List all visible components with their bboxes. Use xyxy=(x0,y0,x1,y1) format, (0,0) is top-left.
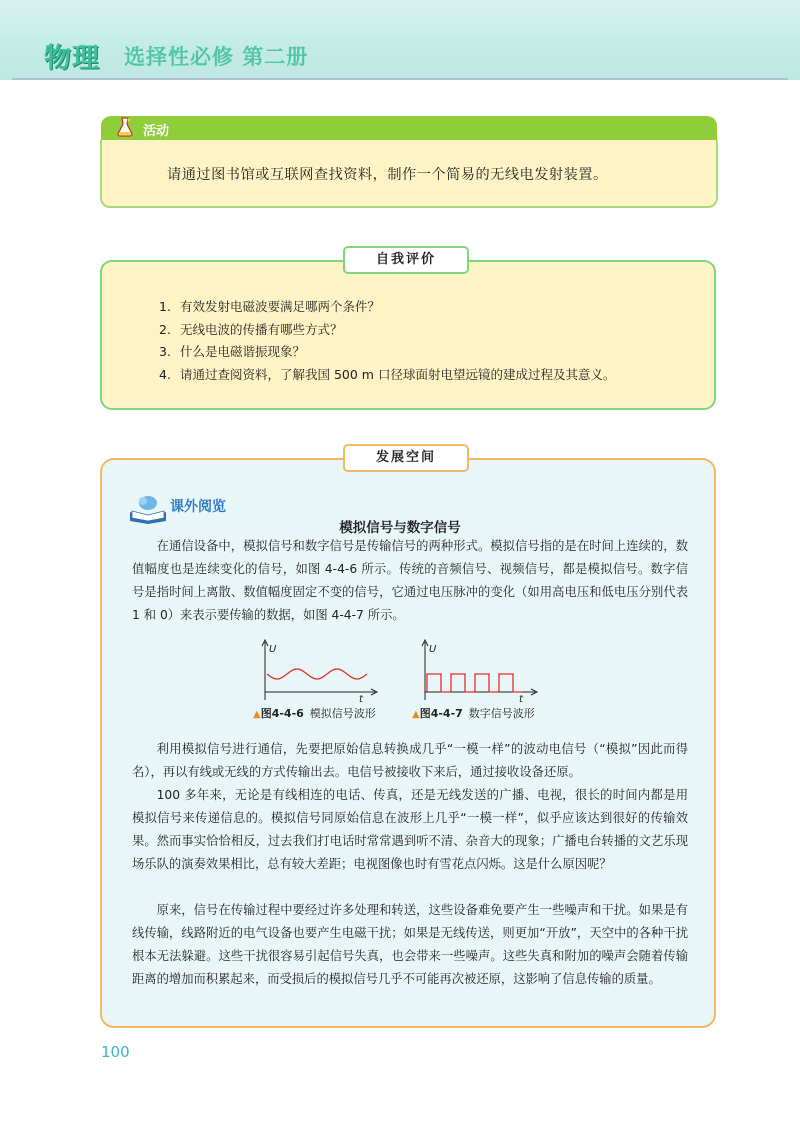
paragraph: 原来，信号在传输过程中要经过许多处理和转送，这些设备难免要产生一些噪声和干扰。如果是有线传输，线路附近的电气设备也要产生电磁干扰；如果是无线传送，则更加“开放”，天空中的各种干扰根本无法躲避。这些干扰很容易引起信号失真，也会带来一些噪声。这些失真和附加的噪声会随着传输距离的增加而积累起来，而受损后的模拟信号几乎不可能再次被还原，这影响了信息传输的质量。 xyxy=(132,903,688,986)
page-header xyxy=(0,0,800,80)
paragraph: 利用模拟信号进行通信，先要把原始信息转换成几乎“一模一样”的波动电信号（“模拟”因此而得名），再以有线或无线的方式传输出去。电信号被接收下来后，通过接收设备还原。 xyxy=(132,742,688,779)
question-item: 2. 无线电波的传播有哪些方式？ xyxy=(159,321,343,337)
activity-header-bar xyxy=(101,116,717,140)
activity-text: 请通过图书馆或互联网查找资料，制作一个简易的无线电发射装置。 xyxy=(167,167,608,183)
reading-label: 课外阅览 xyxy=(170,499,226,515)
figure-caption: ▲图4-4-6 模拟信号波形 xyxy=(253,707,376,720)
paragraph: 100 多年来，无论是有线相连的电话、传真，还是无线发送的广播、电视，很长的时间内都是用模拟信号来传递信息的。模拟信号同原始信息在波形上几乎“一模一样”，似乎应该达到很好的传输效果。然而事实恰恰相反，过去我们打电话时常常遇到听不清、杂音大的现象；广播电台转播的文艺乐现场乐队的演奏效果相比，总有较大差距；电视图像也时有雪花点闪烁。这是什么原因呢？ xyxy=(132,788,688,871)
analog-signal-figure xyxy=(255,636,385,704)
analog-x-axis-label: t xyxy=(359,694,363,704)
development-title: 发展空间 xyxy=(343,444,469,472)
question-item: 4. 请通过查阅资料，了解我国 500 m 口径球面射电望远镜的建成过程及其意义。 xyxy=(159,366,616,382)
subject-title: 物理 xyxy=(44,43,100,74)
activity-label: 活动 xyxy=(143,124,170,139)
analog-wave-line xyxy=(267,669,367,679)
question-item: 3. 什么是电磁谐振现象？ xyxy=(159,344,306,359)
digital-y-axis-label: U xyxy=(429,644,437,655)
analog-y-axis-label: U xyxy=(269,644,277,655)
page-number: 100 xyxy=(101,1043,130,1061)
figure-caption: ▲图4-4-7 数字信号波形 xyxy=(412,707,535,720)
digital-wave-line xyxy=(427,674,523,692)
paragraph: 在通信设备中，模拟信号和数字信号是传输信号的两种形式。模拟信号指的是在时间上连续的，数值幅度也是连续变化的信号，如图 4-4-6 所示。传统的音频信号、视频信号，都是模拟信号。数字信号是指时间上离散、数值幅度固定不变的信号，它通过电压脉冲的变化（如用高电压和低电压分别代表 1 和 0）来表示要传输的数据，如图 4-4-7 所示。 xyxy=(132,539,688,622)
flask-icon xyxy=(113,115,137,139)
question-item: 1. 有效发射电磁波要满足哪两个条件？ xyxy=(159,299,381,314)
question-list xyxy=(159,296,615,386)
digital-x-axis-label: t xyxy=(519,694,523,704)
article-title: 模拟信号与数字信号 xyxy=(339,520,461,536)
header-divider xyxy=(12,78,788,80)
self-evaluation-title: 自我评价 xyxy=(343,246,469,274)
book-title: 选择性必修 第二册 xyxy=(124,45,309,69)
digital-signal-figure xyxy=(415,636,545,704)
